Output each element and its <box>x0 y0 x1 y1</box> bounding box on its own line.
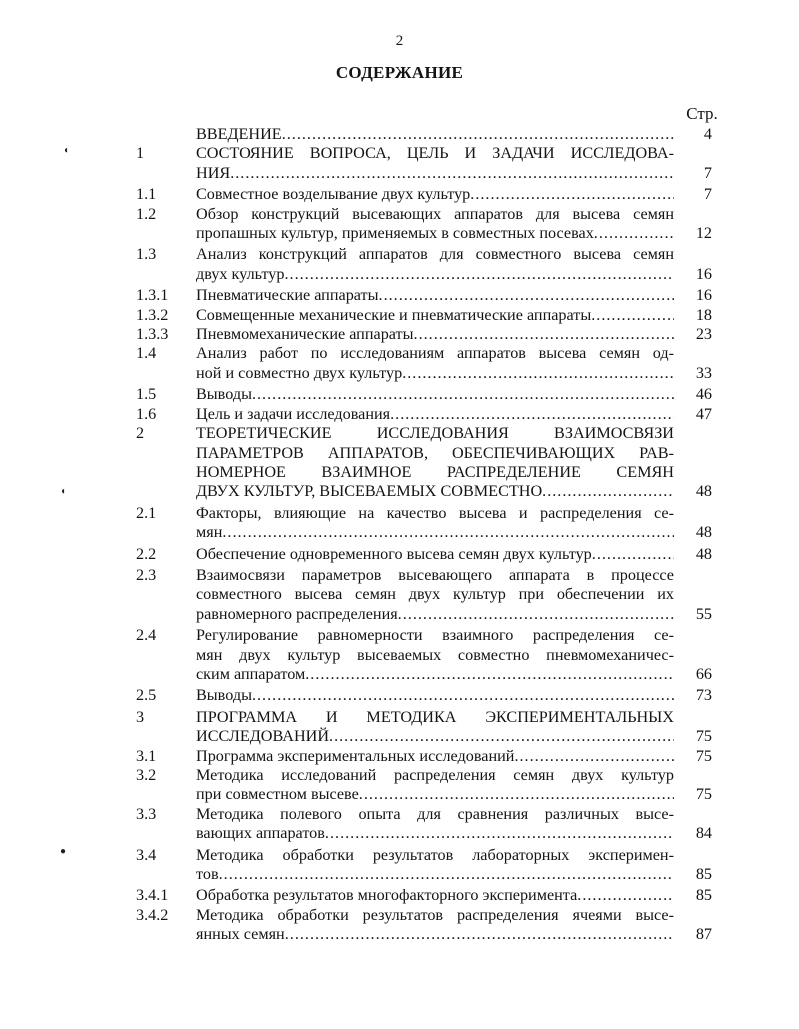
toc-entry-number: 3.1 <box>136 746 157 765</box>
toc-entry-title <box>196 846 674 885</box>
toc-entry-page: 85 <box>695 865 712 884</box>
toc-entry-title <box>196 185 674 204</box>
toc-entry-title <box>196 504 674 543</box>
toc-entry-title-line: НИЯ <box>196 163 231 182</box>
toc-entry-title <box>196 545 674 564</box>
toc-entry-title-line: ВВЕДЕНИЕ <box>196 125 282 143</box>
toc-entry-title-line: Обработка результатов многофакторного эксперимента <box>196 886 578 905</box>
toc-entry-title-line: Пневмомеханические аппараты <box>196 325 414 344</box>
dot-leader <box>398 605 674 624</box>
dot-leader <box>402 364 674 383</box>
toc-entry-title <box>196 424 674 502</box>
toc-entry <box>0 125 799 144</box>
scan-speck: ● <box>60 846 67 857</box>
toc-entry-title <box>196 205 674 244</box>
toc-entry-page: 46 <box>695 385 712 404</box>
toc-entry <box>0 708 799 747</box>
toc-entry-title <box>196 306 674 325</box>
dot-leader <box>282 125 674 144</box>
toc-entry <box>0 886 799 905</box>
toc-entry-number: 1.3 <box>136 245 157 264</box>
toc-entry-page: 84 <box>695 824 712 843</box>
toc-entry <box>0 344 799 383</box>
toc-entry-number: 3.4.1 <box>136 886 169 905</box>
toc-entry-title-line: Выводы <box>196 385 252 404</box>
toc-entry-title <box>196 405 674 424</box>
toc-entry-title-line: ским аппаратом <box>196 664 306 683</box>
toc-entry-page: 47 <box>695 404 712 423</box>
scan-speck: ◖ <box>63 145 70 156</box>
toc-entry-number: 2.1 <box>136 503 157 522</box>
toc-entry-number: 2 <box>136 424 145 443</box>
dot-leader <box>305 665 674 684</box>
dot-leader <box>219 865 674 884</box>
toc-entry-number: 2.5 <box>136 686 157 705</box>
toc-entry-number: 2.4 <box>136 626 157 645</box>
dot-leader <box>470 185 674 204</box>
dot-leader <box>359 785 674 804</box>
dot-leader <box>591 306 674 325</box>
toc-entry-number: 3.3 <box>136 804 157 823</box>
toc-entry <box>0 144 799 183</box>
scan-speck: ◖ <box>60 486 67 497</box>
toc-entry-number: 1.4 <box>136 344 157 363</box>
toc-entry <box>0 906 799 945</box>
toc-entry-title-line: Методика обработки результатов лабораторных эксперимен- <box>196 845 674 864</box>
toc-entry-number: 1.3.2 <box>136 305 169 324</box>
toc-entry <box>0 566 799 624</box>
toc-entry-page: 85 <box>695 886 712 905</box>
toc-entry-title-line: Выводы <box>196 686 252 705</box>
toc-entry-title <box>196 906 674 945</box>
toc-entry-number: 3.4 <box>136 845 157 864</box>
toc-entry-title-line: ДВУХ КУЛЬТУР, ВЫСЕВАЕМЫХ СОВМЕСТНО <box>196 482 543 501</box>
toc-entry-title-line: при совместном высеве <box>196 785 359 804</box>
toc-entry-number: 2.2 <box>136 544 157 563</box>
dot-leader <box>230 164 674 183</box>
toc-entry-number: 3.4.2 <box>136 905 169 924</box>
toc-entry-page: 7 <box>703 185 712 204</box>
toc-entry-title <box>196 708 674 747</box>
toc-entry-title-line: равномерного распределения <box>196 604 398 623</box>
toc-entry <box>0 626 799 684</box>
toc-entry-page: 73 <box>695 686 712 705</box>
toc-entry-number: 3.2 <box>136 766 157 784</box>
toc-entry-title-line: ПРОГРАММА И МЕТОДИКА ЭКСПЕРИМЕНТАЛЬНЫХ <box>196 707 674 726</box>
dot-leader <box>592 545 674 564</box>
toc-entry-page: 87 <box>695 925 712 944</box>
toc-entry-title-line: Взаимосвязи параметров высевающего аппарата в процессе <box>196 565 674 584</box>
toc-entry <box>0 385 799 404</box>
toc-entry-title <box>196 144 674 183</box>
toc-entry-title <box>196 626 674 684</box>
page-number: 2 <box>395 33 404 49</box>
toc-entry-number: 1.3.3 <box>136 325 169 344</box>
toc-entry-page: 55 <box>695 604 712 623</box>
toc-entry-page: 16 <box>695 264 712 283</box>
toc-entry-title-line: совместного высева семян двух культур при обеспечении их <box>196 585 674 604</box>
toc-entry-page: 75 <box>695 785 712 804</box>
page-title: СОДЕРЖАНИЕ <box>335 63 464 82</box>
toc-entry-title-line: Программа экспериментальных исследований <box>196 746 515 765</box>
toc-entry-title-line: Пневматические аппараты <box>196 286 379 305</box>
toc-entry <box>0 805 799 844</box>
toc-entry-title-line: Обзор конструкций высевающих аппаратов для высева семян <box>196 204 674 223</box>
toc-entry-title <box>196 125 674 144</box>
table-of-contents <box>0 125 799 945</box>
dot-leader <box>577 886 674 905</box>
toc-entry-title-line: вающих аппаратов <box>196 824 325 843</box>
toc-entry <box>0 747 799 766</box>
toc-entry-page: 75 <box>695 746 712 765</box>
toc-entry-page: 7 <box>703 163 712 182</box>
dot-leader <box>390 405 674 424</box>
toc-entry <box>0 325 799 344</box>
toc-entry <box>0 545 799 564</box>
toc-entry-number: 2.3 <box>136 565 157 584</box>
toc-entry-title <box>196 325 674 344</box>
dot-leader <box>285 925 674 944</box>
toc-entry-title-line: ной и совместно двух культур <box>196 363 403 382</box>
toc-entry-number: 3 <box>136 707 145 726</box>
toc-entry-page: 48 <box>695 523 712 542</box>
page-column-header: Стр. <box>686 104 718 123</box>
toc-entry <box>0 686 799 705</box>
toc-entry-title <box>196 686 674 705</box>
dot-leader <box>252 686 674 705</box>
toc-entry-title-line: НОМЕРНОЕ ВЗАИМНОЕ РАСПРЕДЕЛЕНИЕ СЕМЯН <box>196 462 674 481</box>
toc-entry-title-line: СОСТОЯНИЕ ВОПРОСА, ЦЕЛЬ И ЗАДАЧИ ИССЛЕДОВА- <box>196 144 674 163</box>
toc-entry <box>0 405 799 424</box>
toc-entry-title <box>196 245 674 284</box>
toc-entry-page: 33 <box>695 363 712 382</box>
toc-entry-title <box>196 385 674 404</box>
toc-entry-page: 48 <box>695 482 712 501</box>
toc-entry <box>0 424 799 502</box>
toc-entry-number: 1 <box>136 144 145 163</box>
dot-leader <box>222 523 674 542</box>
toc-entry-title <box>196 286 674 305</box>
toc-entry-title-line: Факторы, влияющие на качество высева и распределения се- <box>196 503 674 522</box>
toc-entry-title-line: двух культур <box>196 264 285 283</box>
dot-leader <box>594 224 674 243</box>
toc-entry-title-line: Методика полевого опыта для сравнения различных высе- <box>196 804 674 823</box>
toc-entry-title <box>196 344 674 383</box>
toc-entry-number <box>0 125 196 144</box>
toc-entry-title-line: тов <box>196 865 219 884</box>
toc-entry-page: 48 <box>695 544 712 563</box>
toc-entry-title <box>196 886 674 905</box>
dot-leader <box>329 727 674 746</box>
toc-entry-page: 12 <box>695 224 712 243</box>
toc-entry-title-line: Методика обработки результатов распределения ячеями высе- <box>196 905 674 924</box>
toc-entry-title-line: мян <box>196 523 223 542</box>
toc-entry <box>0 286 799 305</box>
toc-entry-title-line: Регулирование равномерности взаимного распределения се- <box>196 626 674 645</box>
dot-leader <box>284 265 674 284</box>
toc-entry-title-line: Цель и задачи исследования <box>196 404 391 423</box>
toc-entry-page: 16 <box>695 286 712 305</box>
dot-leader <box>252 385 674 404</box>
toc-entry-title <box>196 805 674 844</box>
toc-entry-page: 18 <box>695 305 712 324</box>
toc-entry-title-line: ИССЛЕДОВАНИЙ <box>196 727 330 746</box>
dot-leader <box>542 482 674 501</box>
dot-leader <box>514 747 674 766</box>
toc-entry-title-line: Анализ работ по исследованиям аппаратов высева семян од- <box>196 344 674 363</box>
toc-entry-title-line: ПАРАМЕТРОВ АППАРАТОВ, ОБЕСПЕЧИВАЮЩИХ РАВ- <box>196 443 674 462</box>
toc-entry <box>0 846 799 885</box>
toc-entry-page: 23 <box>695 325 712 344</box>
dot-leader <box>379 286 674 305</box>
toc-entry <box>0 185 799 204</box>
toc-entry <box>0 766 799 805</box>
toc-entry-title <box>196 747 674 766</box>
toc-entry-title-line: мян двух культур высеваемых совместно пневмомеханичес- <box>196 645 674 664</box>
toc-entry-title <box>196 766 674 805</box>
toc-entry-page: 66 <box>695 664 712 683</box>
toc-entry-number: 1.2 <box>136 204 157 223</box>
toc-entry-title-line: пропашных культур, применяемых в совместных посевах <box>196 224 594 243</box>
toc-entry-title-line: Совмещенные механические и пневматические аппараты <box>196 305 592 324</box>
toc-entry-title-line: Совместное возделывание двух культур <box>196 185 471 204</box>
toc-entry-title-line: ТЕОРЕТИЧЕСКИЕ ИССЛЕДОВАНИЯ ВЗАИМОСВЯЗИ <box>196 424 674 443</box>
toc-entry-number: 1.3.1 <box>136 286 169 305</box>
toc-entry <box>0 205 799 244</box>
toc-entry-page: 4 <box>703 125 712 143</box>
toc-entry-title <box>196 566 674 624</box>
toc-entry-number: 1.5 <box>136 385 157 404</box>
toc-entry-title-line: Анализ конструкций аппаратов для совместного высева семян <box>196 245 674 264</box>
toc-entry <box>0 306 799 325</box>
toc-entry-page: 75 <box>695 727 712 746</box>
toc-entry <box>0 504 799 543</box>
toc-entry-number: 1.1 <box>136 185 157 204</box>
toc-entry-number: 1.6 <box>136 404 157 423</box>
toc-entry <box>0 245 799 284</box>
toc-entry-title-line: Обеспечение одновременного высева семян двух культур <box>196 544 592 563</box>
dot-leader <box>414 325 674 344</box>
toc-entry-title-line: янных семян <box>196 925 285 944</box>
toc-entry-title-line: Методика исследований распределения семян двух культур <box>196 766 674 784</box>
dot-leader <box>325 824 674 843</box>
